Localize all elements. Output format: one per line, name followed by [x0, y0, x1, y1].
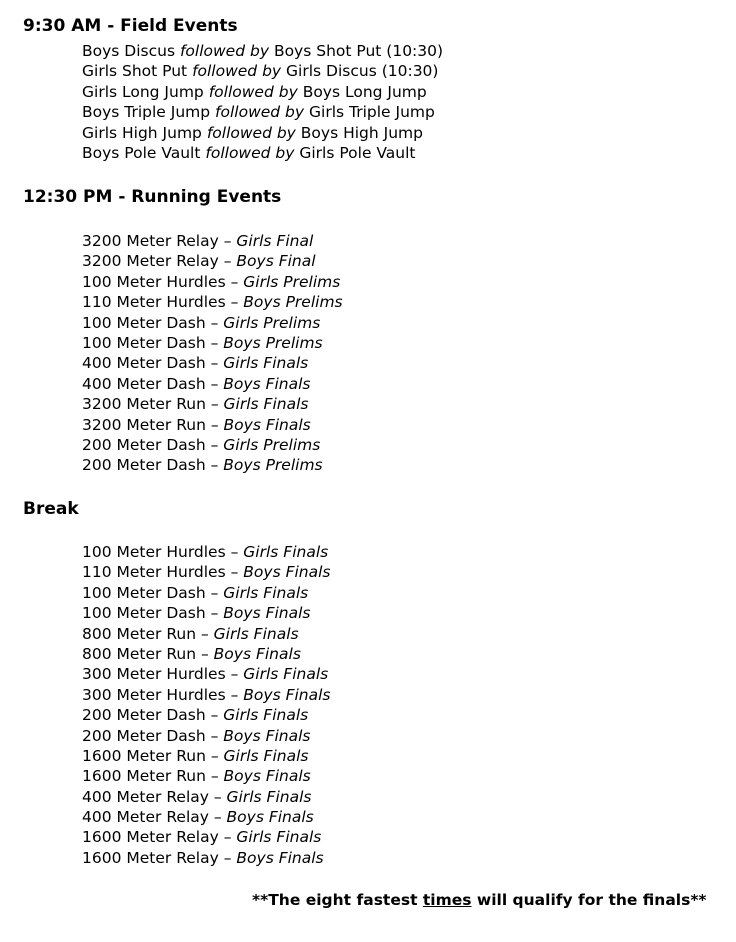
event-name: 400 Meter Relay: [82, 787, 209, 806]
running-event-item: 3200 Meter Run – Boys Finals: [82, 415, 311, 434]
second-event: Boys Long Jump: [302, 82, 427, 101]
followed-by-connector: followed by: [215, 103, 305, 122]
break-event-item: 100 Meter Hurdles – Girls Finals: [82, 543, 329, 561]
note-text-start: **The eight fastest: [252, 891, 423, 909]
event-round: Girls Finals: [243, 543, 329, 561]
break-event-item: 110 Meter Hurdles – Boys Finals: [82, 563, 331, 582]
second-event: Girls Triple Jump: [309, 103, 435, 122]
event-round: Boys Finals: [223, 767, 311, 786]
event-round: Boys Finals: [243, 563, 331, 582]
event-name: 300 Meter Hurdles: [82, 685, 226, 704]
field-events-list: [82, 41, 443, 163]
event-round: Boys Finals: [226, 808, 314, 827]
event-round: Girls Prelims: [223, 313, 321, 332]
first-event: Girls Long Jump: [82, 82, 204, 101]
first-event: Boys Pole Vault: [82, 143, 201, 162]
event-name: 1600 Meter Relay: [82, 828, 219, 847]
break-event-item: 400 Meter Relay – Boys Finals: [82, 808, 314, 827]
event-name: 200 Meter Dash: [82, 706, 206, 725]
event-name: 100 Meter Dash: [82, 604, 206, 623]
event-round: Boys Finals: [223, 604, 311, 623]
event-name: 200 Meter Dash: [82, 726, 206, 745]
running-event-item: 400 Meter Dash – Girls Finals: [82, 354, 309, 373]
event-round: Girls Finals: [223, 746, 309, 765]
running-event-item: 100 Meter Hurdles – Girls Prelims: [82, 272, 341, 291]
event-round: Boys Final: [236, 252, 316, 271]
field-event-item: [82, 123, 443, 143]
event-round: Girls Finals: [223, 706, 309, 725]
break-event-item: 400 Meter Relay – Girls Finals: [82, 787, 312, 806]
event-name: 100 Meter Hurdles: [82, 543, 226, 561]
event-name: 110 Meter Hurdles: [82, 293, 226, 312]
event-name: 800 Meter Run: [82, 624, 197, 643]
event-round: Girls Finals: [223, 583, 309, 602]
event-round: Boys Finals: [223, 726, 311, 745]
event-round: Girls Finals: [223, 395, 309, 414]
field-event-item: [82, 143, 443, 163]
event-round: Girls Prelims: [223, 435, 321, 454]
event-name: 100 Meter Dash: [82, 583, 206, 602]
break-heading: Break: [23, 499, 79, 519]
event-name: 100 Meter Hurdles: [82, 272, 226, 291]
running-event-item: 200 Meter Dash – Boys Prelims: [82, 456, 323, 475]
break-event-item: 800 Meter Run – Girls Finals: [82, 624, 299, 643]
event-name: 1600 Meter Run: [82, 767, 206, 786]
followed-by-connector: followed by: [192, 62, 282, 81]
break-event-item: 200 Meter Dash – Boys Finals: [82, 726, 311, 745]
field-event-item: [82, 41, 443, 61]
event-round: Boys Prelims: [223, 456, 323, 475]
break-event-item: 300 Meter Hurdles – Girls Finals: [82, 665, 329, 684]
event-name: 1600 Meter Run: [82, 746, 206, 765]
followed-by-connector: followed by: [208, 82, 298, 101]
break-event-item: 1600 Meter Relay – Girls Finals: [82, 828, 322, 847]
event-name: 100 Meter Dash: [82, 313, 206, 332]
break-event-item: 1600 Meter Run – Boys Finals: [82, 767, 311, 786]
event-round: Boys Finals: [243, 685, 331, 704]
second-event: Boys Shot Put (10:30): [273, 42, 444, 60]
running-events-list: [82, 231, 343, 476]
event-name: 400 Meter Relay: [82, 808, 209, 827]
event-round: Girls Finals: [236, 828, 322, 847]
running-event-item: 3200 Meter Run – Girls Finals: [82, 395, 309, 414]
break-event-item: 200 Meter Dash – Girls Finals: [82, 706, 309, 725]
event-name: 100 Meter Dash: [82, 333, 206, 352]
event-round: Boys Prelims: [243, 293, 343, 312]
break-event-item: 300 Meter Hurdles – Boys Finals: [82, 685, 331, 704]
followed-by-connector: followed by: [179, 42, 269, 60]
note-text-end: will qualify for the finals**: [471, 891, 707, 909]
first-event: Girls High Jump: [82, 123, 202, 142]
followed-by-connector: followed by: [206, 123, 296, 142]
event-name: 1600 Meter Relay: [82, 848, 219, 867]
first-event: Boys Discus: [82, 42, 176, 60]
field-events-heading: 9:30 AM - Field Events: [23, 16, 238, 36]
event-name: 3200 Meter Run: [82, 395, 206, 414]
field-event-item: [82, 61, 443, 81]
event-name: 200 Meter Dash: [82, 435, 206, 454]
event-round: Boys Finals: [213, 644, 301, 663]
event-name: 3200 Meter Relay: [82, 232, 219, 250]
event-round: Boys Finals: [223, 415, 311, 434]
second-event: Girls Discus (10:30): [286, 62, 439, 81]
event-name: 200 Meter Dash: [82, 456, 206, 475]
running-events-heading: 12:30 PM - Running Events: [23, 187, 282, 207]
running-event-item: 3200 Meter Relay – Boys Final: [82, 252, 316, 271]
note-emphasis-times: times: [422, 891, 472, 909]
field-event-item: [82, 82, 443, 102]
break-events-list: [82, 542, 331, 868]
followed-by-connector: followed by: [205, 143, 295, 162]
running-event-item: 110 Meter Hurdles – Boys Prelims: [82, 293, 343, 312]
break-event-item: 100 Meter Dash – Girls Finals: [82, 583, 309, 602]
second-event: Girls Pole Vault: [299, 143, 416, 162]
running-event-item: 100 Meter Dash – Girls Prelims: [82, 313, 321, 332]
event-round: Girls Finals: [213, 624, 299, 643]
running-event-item: 200 Meter Dash – Girls Prelims: [82, 435, 321, 454]
event-name: 3200 Meter Run: [82, 415, 206, 434]
running-event-item: 3200 Meter Relay – Girls Final: [82, 232, 314, 250]
event-round: Boys Finals: [223, 374, 311, 393]
event-round: Girls Finals: [243, 665, 329, 684]
break-event-item: 100 Meter Dash – Boys Finals: [82, 604, 311, 623]
event-round: Boys Finals: [236, 848, 324, 867]
event-round: Girls Finals: [223, 354, 309, 373]
finals-qualification-note: [252, 889, 707, 911]
event-name: 110 Meter Hurdles: [82, 563, 226, 582]
event-round: Girls Prelims: [243, 272, 341, 291]
second-event: Boys High Jump: [300, 123, 423, 142]
break-event-item: 800 Meter Run – Boys Finals: [82, 644, 301, 663]
event-round: Girls Final: [236, 232, 314, 250]
event-round: Boys Prelims: [223, 333, 323, 352]
event-name: 3200 Meter Relay: [82, 252, 219, 271]
first-event: Girls Shot Put: [82, 62, 188, 81]
event-name: 300 Meter Hurdles: [82, 665, 226, 684]
event-name: 400 Meter Dash: [82, 354, 206, 373]
running-event-item: 100 Meter Dash – Boys Prelims: [82, 333, 323, 352]
running-event-item: 400 Meter Dash – Boys Finals: [82, 374, 311, 393]
event-round: Girls Finals: [226, 787, 312, 806]
event-name: 800 Meter Run: [82, 644, 197, 663]
break-event-item: 1600 Meter Relay – Boys Finals: [82, 848, 324, 867]
field-event-item: [82, 102, 443, 122]
break-event-item: 1600 Meter Run – Girls Finals: [82, 746, 309, 765]
event-name: 400 Meter Dash: [82, 374, 206, 393]
first-event: Boys Triple Jump: [82, 103, 211, 122]
